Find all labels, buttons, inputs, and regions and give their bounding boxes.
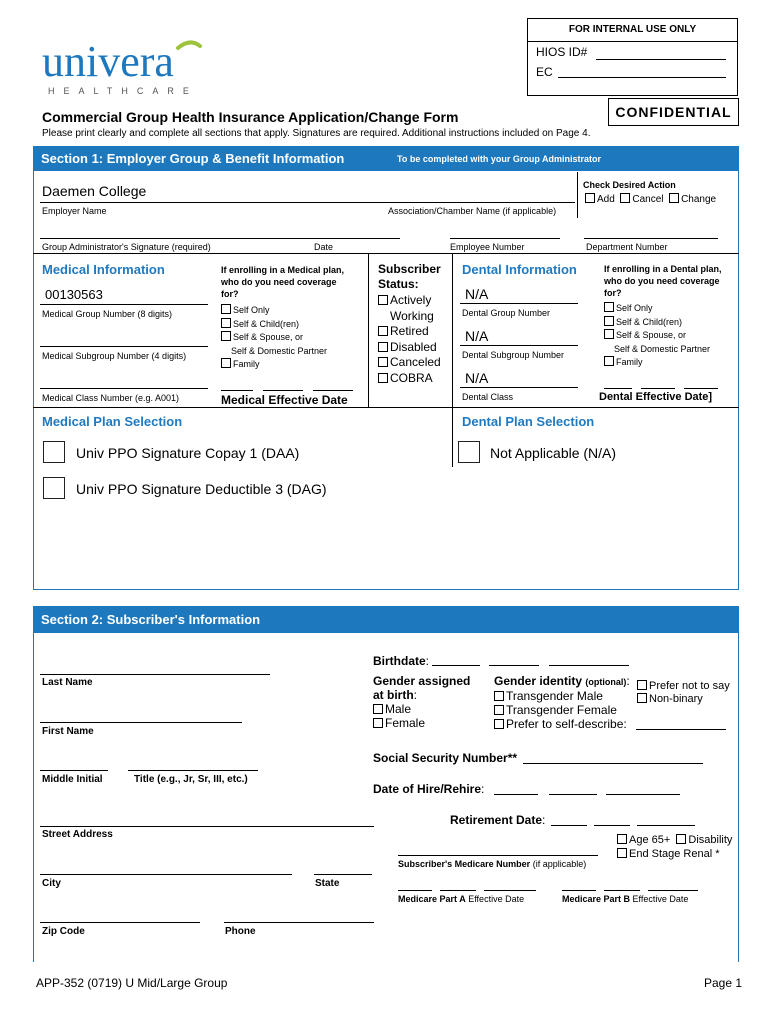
medical-group-label: Medical Group Number (8 digits): [42, 309, 173, 319]
esrd-option[interactable]: [617, 848, 627, 858]
medical-plan-1-label: Univ PPO Signature Copay 1 (DAA): [76, 445, 300, 461]
first-name-line[interactable]: [40, 722, 242, 723]
medical-plan-2-label: Univ PPO Signature Deductible 3 (DAG): [76, 481, 327, 497]
part-b-label: Medicare Part B: [562, 894, 631, 904]
ssn-label: Social Security Number**: [373, 751, 518, 765]
hire-year-line[interactable]: [606, 794, 680, 795]
birthdate-label: Birthdate: [373, 654, 426, 668]
status-working-label: Working: [390, 308, 434, 323]
date-label: Date: [314, 242, 334, 252]
medicare-number-line[interactable]: [398, 855, 598, 856]
dental-self-domestic-label: Self & Domestic Partner: [614, 343, 711, 354]
internal-use-box: [527, 18, 738, 96]
medical-subgroup-line[interactable]: [40, 346, 208, 347]
male-label: Male: [385, 702, 412, 716]
employer-name-label: Employer Name: [42, 206, 107, 216]
retire-day-line[interactable]: [594, 825, 630, 826]
dental-enroll-question: If enrolling in a Dental plan, who do you need coverage for?: [604, 264, 722, 298]
dental-effective-date-label: Dental Effective Date]: [599, 391, 713, 403]
medical-self-spouse-option[interactable]: [221, 331, 327, 345]
city-line[interactable]: [40, 874, 292, 875]
medical-effective-date-label: Medical Effective Date: [221, 393, 348, 407]
medical-self-only-label: Self Only: [233, 305, 270, 315]
department-number-label: Department Number: [586, 242, 668, 252]
city-label: City: [42, 878, 61, 889]
hire-day-line[interactable]: [549, 794, 597, 795]
column-divider-2: [452, 253, 453, 408]
trans-female-option[interactable]: [494, 703, 630, 717]
status-retired-option[interactable]: [378, 324, 441, 340]
dental-eff-year-line[interactable]: [684, 388, 718, 389]
dental-family-option[interactable]: [604, 356, 710, 370]
part-a-label: Medicare Part A: [398, 894, 466, 904]
dental-plan-heading: Dental Plan Selection: [462, 414, 595, 429]
ssn-line[interactable]: [523, 763, 703, 764]
dental-class-line: [460, 387, 578, 388]
hios-label: HIOS ID#: [536, 45, 588, 59]
plans-divider: [33, 407, 739, 408]
employer-name-value[interactable]: Daemen College: [42, 183, 147, 199]
department-number-line[interactable]: [584, 238, 718, 239]
part-a-year-line[interactable]: [484, 890, 536, 891]
disability-label: Disability: [688, 834, 733, 846]
zip-line[interactable]: [40, 922, 200, 923]
subscriber-status-heading: Subscriber Status:: [378, 262, 441, 291]
ec-label: EC: [536, 65, 553, 79]
ec-field[interactable]: [558, 77, 726, 78]
middle-initial-line[interactable]: [40, 770, 108, 771]
internal-use-label: FOR INTERNAL USE ONLY: [528, 19, 737, 42]
last-name-label: Last Name: [42, 677, 93, 688]
svg-text:univera: univera: [42, 40, 174, 80]
action-divider: [577, 172, 578, 218]
dental-eff-day-line[interactable]: [641, 388, 675, 389]
status-cobra-label: COBRA: [390, 370, 433, 385]
subscriber-status-options: [378, 293, 441, 386]
birthdate-day-line[interactable]: [489, 665, 539, 666]
employer-name-line: [40, 202, 575, 203]
medical-self-children-label: Self & Child(ren): [233, 318, 300, 329]
medical-plan-heading: Medical Plan Selection: [42, 414, 183, 429]
admin-signature-label: Group Administrator's Signature (required): [42, 242, 211, 252]
section2-title: Section 2: Subscriber's Information: [41, 612, 261, 627]
gender-identity-extra: [637, 680, 730, 706]
birthdate-row: Birthdate:: [373, 654, 430, 668]
trans-male-label: Transgender Male: [506, 689, 603, 703]
state-label: State: [315, 878, 340, 889]
medical-eff-month-line[interactable]: [221, 390, 253, 391]
middle-initial-label: Middle Initial: [42, 774, 103, 785]
status-actively-label: Actively: [390, 293, 432, 307]
prefer-not-label: Prefer not to say: [649, 680, 730, 692]
retirement-date-label: Retirement Date: [450, 813, 543, 827]
nonbinary-option[interactable]: [637, 693, 730, 706]
female-option[interactable]: [373, 716, 470, 730]
if-applicable-label: (if applicable): [532, 859, 587, 869]
dental-self-only-option[interactable]: [604, 302, 710, 316]
status-actively-option[interactable]: [378, 293, 441, 309]
hios-field[interactable]: [596, 59, 726, 60]
page-number: Page 1: [704, 976, 743, 990]
medical-group-value[interactable]: 00130563: [45, 287, 103, 302]
last-name-line[interactable]: [40, 674, 270, 675]
zip-label: Zip Code: [42, 926, 85, 937]
title-label: Title (e.g., Jr, Sr, III, etc.): [134, 774, 248, 785]
optional-label: (optional): [585, 677, 627, 687]
dental-group-line: [460, 303, 578, 304]
medical-info-heading: Medical Information: [42, 262, 165, 277]
retire-year-line[interactable]: [637, 825, 695, 826]
add-checkbox[interactable]: [585, 193, 595, 203]
employee-number-label: Employee Number: [450, 242, 525, 252]
part-b-year-line[interactable]: [648, 890, 698, 891]
dental-subgroup-label: Dental Subgroup Number: [462, 350, 565, 360]
association-label: Association/Chamber Name (if applicable): [388, 206, 557, 216]
male-option[interactable]: [373, 702, 470, 716]
self-describe-line[interactable]: [636, 729, 726, 730]
self-describe-label: Prefer to self-describe:: [506, 717, 627, 731]
dental-class-value[interactable]: N/A: [465, 370, 489, 386]
dental-group-label: Dental Group Number: [462, 308, 551, 318]
add-label: Add: [597, 194, 615, 205]
gender-identity-block: Gender identity (optional): Transgender Male Transgender Female Prefer to self-describe:: [494, 674, 630, 731]
section1-bar: [33, 146, 739, 171]
dental-self-children-option[interactable]: [604, 316, 710, 330]
birthdate-year-line[interactable]: [549, 665, 629, 666]
gender-assigned-block: Gender assigned at birth: Male Female: [373, 674, 471, 730]
column-divider-1: [368, 253, 369, 408]
medical-group-line: [40, 304, 208, 305]
part-b-day-line[interactable]: [604, 890, 640, 891]
status-canceled-label: Canceled: [390, 355, 441, 369]
title-line[interactable]: [128, 770, 258, 771]
medical-self-children-option[interactable]: [221, 318, 327, 332]
confidential-label: CONFIDENTIAL: [615, 104, 732, 120]
medical-self-spouse-label: Self & Spouse, or: [233, 332, 304, 342]
trans-male-option[interactable]: [494, 689, 630, 703]
trans-female-label: Transgender Female: [506, 703, 617, 717]
medical-eff-day-line[interactable]: [263, 390, 303, 391]
birthdate-month-line[interactable]: [432, 665, 480, 666]
dental-self-spouse-label: Self & Spouse, or: [616, 330, 687, 340]
esrd-label: End Stage Renal *: [629, 848, 720, 860]
medical-family-label: Family: [233, 359, 260, 369]
medical-enroll-question: If enrolling in a Medical plan, who do you need coverage for?: [221, 265, 345, 299]
street-line[interactable]: [40, 826, 374, 827]
dental-group-value[interactable]: N/A: [465, 286, 489, 302]
medical-plan-1-checkbox[interactable]: [43, 441, 65, 463]
part-b-month-line[interactable]: [562, 890, 596, 891]
dental-coverage-options: [604, 302, 710, 370]
part-a-label-row: [398, 894, 524, 904]
medical-class-line[interactable]: [40, 388, 208, 389]
status-cobra-option[interactable]: [378, 371, 441, 387]
nonbinary-label: Non-binary: [649, 693, 703, 705]
instructions: Please print clearly and complete all sections that apply. Signatures are required. Additional instructions included on Page 4.: [42, 128, 591, 139]
admin-signature-line[interactable]: [40, 238, 400, 239]
part-b-label-row: [562, 894, 688, 904]
dental-class-label: Dental Class: [462, 392, 514, 402]
status-canceled-option[interactable]: [378, 355, 441, 371]
medical-subgroup-label: Medical Subgroup Number (4 digits): [42, 351, 187, 361]
hire-date-row: Date of Hire/Rehire:: [373, 782, 485, 796]
logo-subtext: HEALTHCARE: [48, 86, 198, 96]
dental-self-children-label: Self & Child(ren): [616, 316, 683, 327]
retire-month-line[interactable]: [551, 825, 587, 826]
retirement-date-row: Retirement Date:: [450, 813, 546, 827]
form-code: APP-352 (0719) U Mid/Large Group: [36, 976, 228, 990]
street-label: Street Address: [42, 829, 113, 840]
employee-number-line[interactable]: [450, 238, 560, 239]
dental-family-label: Family: [616, 357, 643, 367]
state-line[interactable]: [314, 874, 372, 875]
change-checkbox[interactable]: [669, 193, 679, 203]
change-label: Change: [681, 194, 717, 205]
plans-column-divider: [452, 407, 453, 467]
status-disabled-label: Disabled: [390, 339, 437, 354]
first-name-label: First Name: [42, 726, 94, 737]
medicare-reason-options: [617, 833, 732, 861]
self-describe-option[interactable]: [494, 717, 630, 731]
dental-subgroup-line: [460, 345, 578, 346]
dental-self-only-label: Self Only: [616, 303, 653, 313]
medical-coverage-options: [221, 304, 327, 372]
section2-bar: [33, 606, 739, 633]
female-label: Female: [385, 716, 426, 730]
medical-plan-2-checkbox[interactable]: [43, 477, 65, 499]
action-checkboxes: [585, 193, 716, 205]
status-retired-label: Retired: [390, 324, 429, 338]
dental-self-spouse-option[interactable]: [604, 329, 710, 343]
gender-assigned-label-2: at birth: [373, 688, 414, 702]
medical-eff-year-line[interactable]: [313, 390, 353, 391]
section1-title: Section 1: Employer Group & Benefit Information: [41, 151, 345, 166]
confidential-box: [608, 98, 739, 126]
gender-assigned-label-1: Gender assigned: [373, 674, 471, 688]
form-title: Commercial Group Health Insurance Application/Change Form: [42, 109, 459, 125]
section1-subtitle: To be completed with your Group Administrator: [397, 154, 602, 164]
hire-month-line[interactable]: [494, 794, 538, 795]
dental-plan-1-checkbox[interactable]: [458, 441, 480, 463]
phone-line[interactable]: [224, 922, 374, 923]
dental-plan-1-label: Not Applicable (N/A): [490, 445, 617, 461]
hire-date-label: Date of Hire/Rehire: [373, 782, 482, 796]
row-divider: [33, 253, 739, 254]
status-disabled-option[interactable]: [378, 340, 441, 356]
dental-subgroup-value[interactable]: N/A: [465, 328, 489, 344]
medicare-number-label-row: [398, 859, 586, 869]
part-b-effective-label: Effective Date: [632, 894, 689, 904]
dental-eff-month-line[interactable]: [604, 388, 632, 389]
cancel-label: Cancel: [632, 194, 664, 205]
univera-logo: [40, 40, 220, 102]
gender-identity-label: Gender identity: [494, 674, 583, 688]
part-a-day-line[interactable]: [440, 890, 476, 891]
cancel-checkbox[interactable]: [620, 193, 630, 203]
part-a-effective-label: Effective Date: [468, 894, 525, 904]
disability-option[interactable]: [676, 834, 686, 844]
age65-label: Age 65+: [629, 834, 671, 846]
dental-info-heading: Dental Information: [462, 262, 577, 277]
medical-self-only-option[interactable]: [221, 304, 327, 318]
prefer-not-option[interactable]: [637, 680, 730, 693]
medicare-number-label: Subscriber's Medicare Number: [398, 859, 531, 869]
part-a-month-line[interactable]: [398, 890, 432, 891]
check-desired-action: Check Desired Action: [583, 180, 676, 190]
phone-label: Phone: [225, 926, 256, 937]
medical-self-domestic-label: Self & Domestic Partner: [231, 345, 328, 356]
medical-family-option[interactable]: [221, 358, 327, 372]
medical-class-label: Medical Class Number (e.g. A001): [42, 393, 180, 403]
age65-option[interactable]: [617, 834, 627, 844]
